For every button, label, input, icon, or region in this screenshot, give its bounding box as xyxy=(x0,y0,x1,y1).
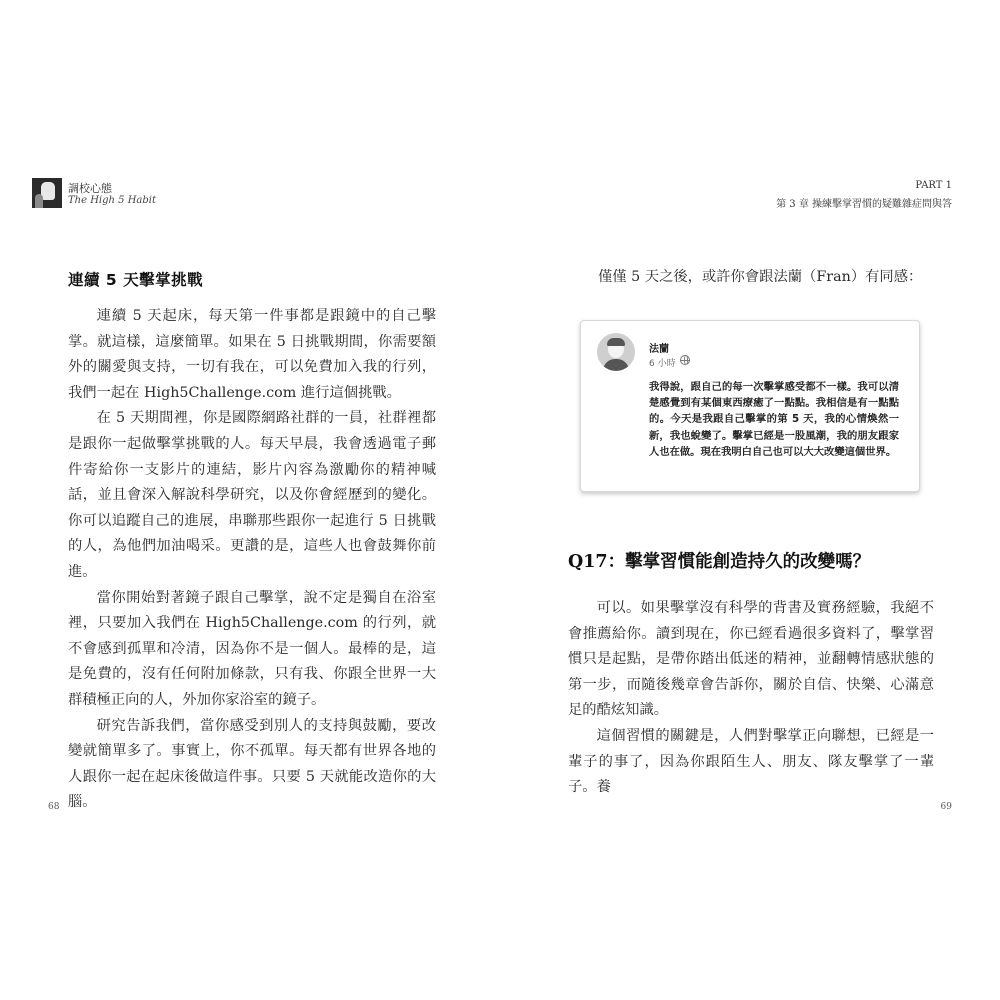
paragraph: 可以。如果擊掌沒有科學的背書及實務經驗，我絕不會推薦給你。讀到現在，你已經看過很多資料了，擊掌習慣只是起點，是帶你踏出低迷的精神，並翻轉情感狀態的第一步，而隨後幾章會告訴你，關於自信、快樂、心滿意足的酷炫知識。 xyxy=(568,600,934,719)
paragraph: 連續 5 天起床，每天第一件事都是跟鏡中的自己擊掌。就這樣，這麼簡單。如果在 5 日挑戰期間，你需要額外的關愛與支持，一切有我在，可以免費加入我的行列，我們一起在 High5Challenge.com 進行這個挑戰。 xyxy=(68,308,436,401)
page-number: 68 xyxy=(48,802,60,812)
running-header-chapter: 第 3 章 操練擊掌習慣的疑難雜症問與答 xyxy=(776,199,952,210)
poster-name: 法蘭 xyxy=(649,344,669,355)
book-logo-icon xyxy=(32,178,62,208)
paragraph: 在 5 天期間裡，你是國際網路社群的一員，社群裡都是跟你一起做擊掌挑戰的人。每天早晨，我會透過電子郵件寄給你一支影片的連結，影片內容為激勵你的精神喊話，並且會深入解說科學研究，以及你會經歷到的變化。你可以追蹤自己的進展，串聯那些跟你一起進行 5 日挑戰的人，為他們加油喝采。更讚的是，這些人也會鼓舞你前進。 xyxy=(68,410,436,580)
page-number: 69 xyxy=(940,802,952,812)
question-heading: Q17：擊掌習慣能創造持久的改變嗎？ xyxy=(568,552,871,572)
right-page xyxy=(500,0,1000,1000)
post-time: 6 小時 xyxy=(649,359,676,369)
post-body: 我得說，跟自己的每一次擊掌感受都不一樣。我可以清楚感覺到有某個東西療癒了一點點。我相信是有一點點的。今天是我跟自己擊掌的第 5 天，我的心情煥然一新，我也蛻變了。擊掌已經是一股風潮，我的朋友跟家人也在做。現在我明白自己也可以大大改變這個世界。 xyxy=(649,381,899,458)
paragraph: 研究告訴我們，當你感受到別人的支持與鼓勵，要改變就簡單多了。事實上，你不孤單。每天都有世界各地的人跟你一起在起床後做這件事。只要 5 天就能改造你的大腦。 xyxy=(68,717,436,811)
running-header-book-subtitle: The High 5 Habit xyxy=(68,195,156,206)
paragraph: 這個習慣的關鍵是，人們對擊掌正向聯想，已經是一輩子的事了，因為你跟陌生人、朋友、隊友擊掌了一輩子。養 xyxy=(568,727,934,796)
globe-icon xyxy=(680,355,690,365)
avatar xyxy=(597,333,635,371)
paragraph: 當你開始對著鏡子跟自己擊掌，說不定是獨自在浴室裡，只要加入我們在 High5Challenge.com 的行列，就不會感到孤單和冷清，因為你不是一個人。最棒的是，這是免費的，沒有任何附加條款，只有我、你跟全世界一大群積極正向的人，外加你家浴室的鏡子。 xyxy=(68,589,436,708)
right-body-text xyxy=(568,596,934,801)
social-post-card xyxy=(580,320,920,492)
left-body-text xyxy=(68,304,436,816)
section-title: 連續 5 天擊掌挑戰 xyxy=(68,271,204,289)
running-header-part: PART 1 xyxy=(915,180,952,191)
running-header-book-title: 調校心態 xyxy=(68,182,112,195)
intro-line: 僅僅 5 天之後，或許你會跟法蘭（Fran）有同感： xyxy=(598,269,923,285)
